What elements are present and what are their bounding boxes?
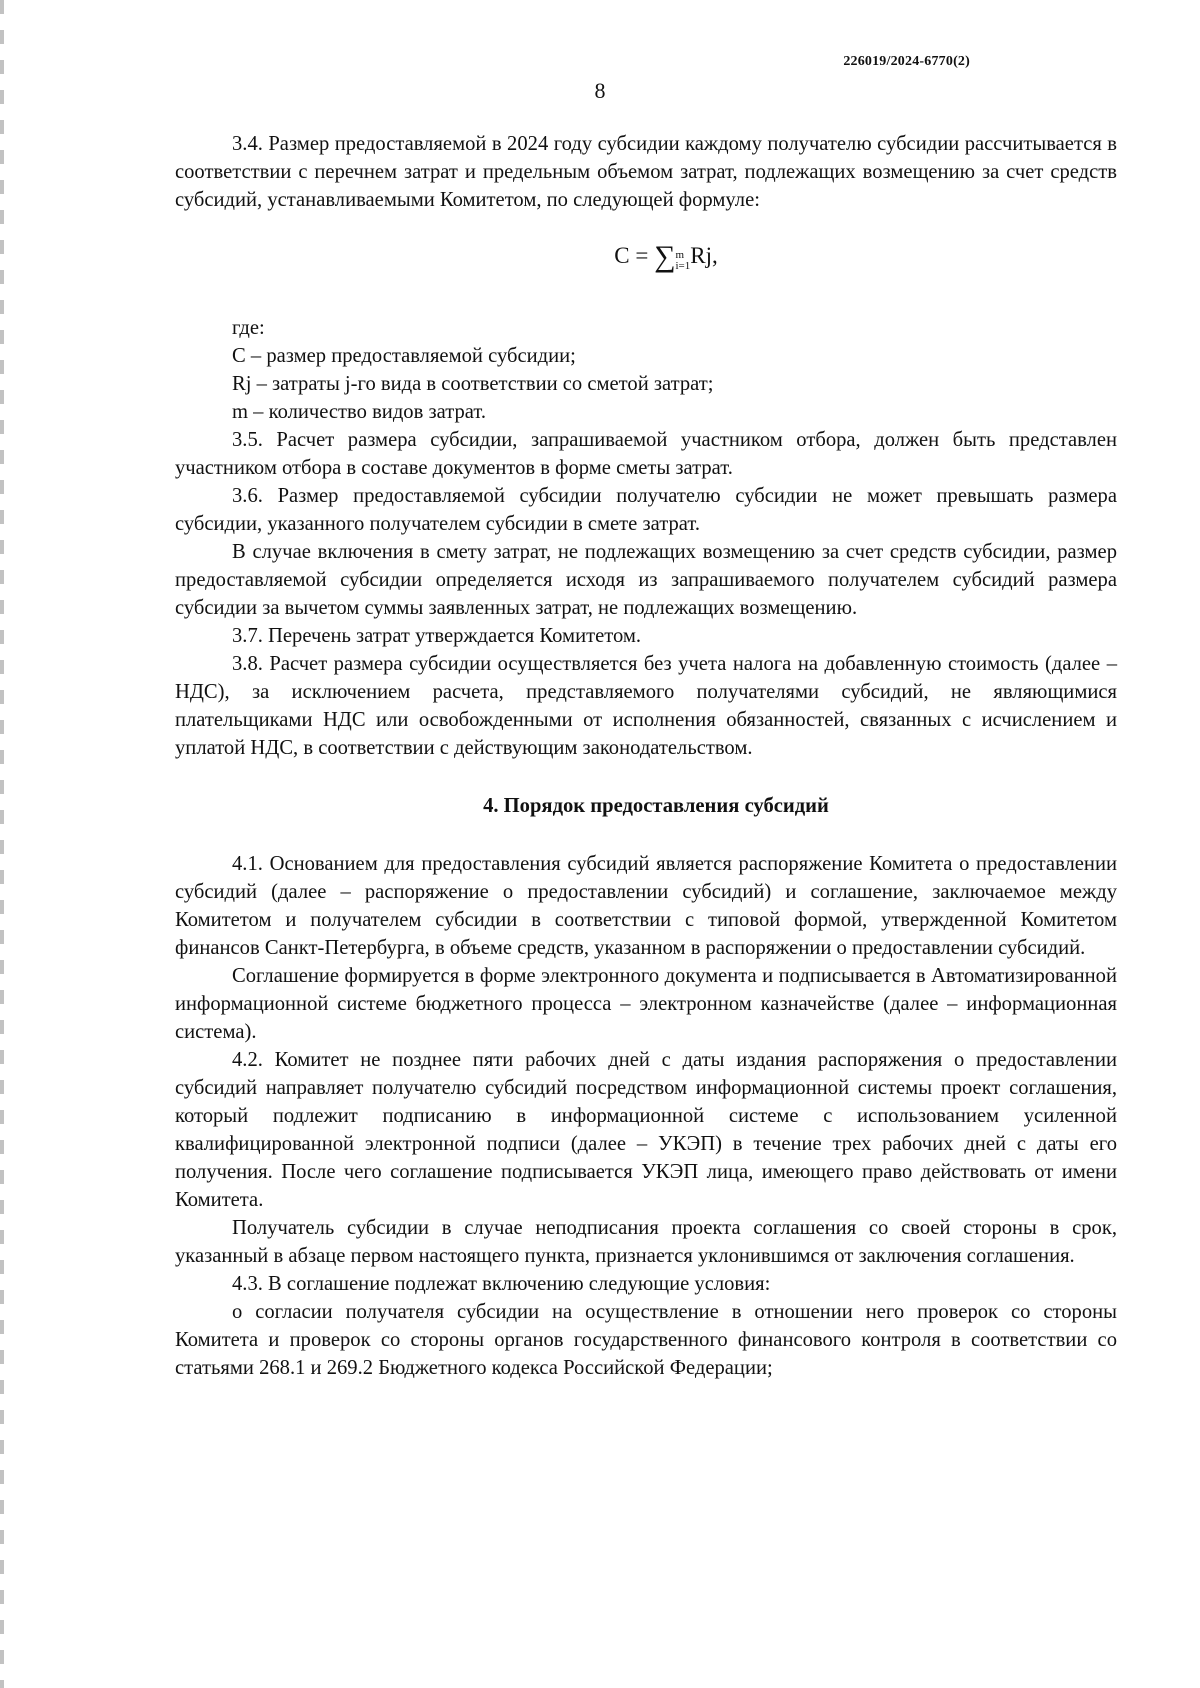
paragraph-3-5: 3.5. Расчет размера субсидии, запрашиваемой участником отбора, должен быть представлен участником отбора в составе документов в форме сметы затрат. xyxy=(175,429,1117,479)
formula-upper-limit: m xyxy=(675,249,685,261)
formula-limits xyxy=(675,250,690,272)
paragraph-3-4: 3.4. Размер предоставляемой в 2024 году субсидии каждому получателю субсидии рассчитывается в соответствии с перечнем затрат и предельным объемом затрат, подлежащих возмещению за счет средств субсидий, устанавливаемыми Комитетом, по следующей формуле: xyxy=(175,133,1117,211)
scan-edge xyxy=(0,0,4,1688)
paragraph-4-1: 4.1. Основанием для предоставления субсидий является распоряжение Комитета о предоставлении субсидий (далее – распоряжение о предоставлении субсидий) и соглашение, заключаемое между Комитетом и получателем субсидии в соответствии с типовой формой, утвержденной Комитетом финансов Санкт-Петербурга, в объеме средств, указанном в распоряжении о предоставлении субсидий. xyxy=(175,853,1117,959)
section-heading-4: 4. Порядок предоставления субсидий xyxy=(483,795,829,817)
page-number: 8 xyxy=(594,78,606,103)
document-id: 226019/2024-6770(2) xyxy=(843,54,970,69)
formula-rhs: Rj, xyxy=(690,243,718,268)
paragraph-3-7: 3.7. Перечень затрат утверждается Комитетом. xyxy=(232,625,642,647)
paragraph-4-2-continued: Получатель субсидии в случае неподписания проекта соглашения со своей стороны в срок, указанный в абзаце первом настоящего пункта, признается уклонившимся от заключения соглашения. xyxy=(175,1217,1117,1267)
paragraph-4-1-continued: Соглашение формируется в форме электронного документа и подписывается в Автоматизированной информационной системе бюджетного процесса – электронном казначействе (далее – информационная система). xyxy=(175,965,1117,1043)
paragraph-4-3: 4.3. В соглашение подлежат включению следующие условия: xyxy=(232,1273,771,1295)
paragraph-3-6: 3.6. Размер предоставляемой субсидии получателю субсидии не может превышать размера субсидии, указанного получателем субсидии в смете затрат. xyxy=(175,485,1117,535)
where-label: где: xyxy=(232,317,265,339)
definition-c: C – размер предоставляемой субсидии; xyxy=(232,345,576,367)
paragraph-3-6-continued: В случае включения в смету затрат, не подлежащих возмещению за счет средств субсидии, размер предоставляемой субсидии определяется исходя из запрашиваемого получателем субсидий размера субсидии за вычетом суммы заявленных затрат, не подлежащих возмещению. xyxy=(175,541,1117,619)
sigma-symbol: ∑ xyxy=(654,240,676,273)
paragraph-4-2: 4.2. Комитет не позднее пяти рабочих дней с даты издания распоряжения о предоставлении субсидий направляет получателю субсидий посредством информационной системы проект соглашения, который подлежит подписанию в информационной системе с использованием усиленной квалифицированной электронной подписи (далее – УКЭП) в течение трех рабочих дней с даты его получения. После чего соглашение подписывается УКЭП лица, имеющего право действовать от имени Комитета. xyxy=(175,1049,1117,1211)
formula-lower-limit: i=1 xyxy=(675,260,691,272)
paragraph-3-8: 3.8. Расчет размера субсидии осуществляется без учета налога на добавленную стоимость (далее – НДС), за исключением расчета, представляемого получателями субсидий, не являющимися плательщиками НДС или освобожденными от исполнения обязанностей, связанных с исчислением и уплатой НДС, в соответствии с действующим законодательством. xyxy=(175,653,1117,759)
paragraph-4-3-condition: о согласии получателя субсидии на осуществление в отношении него проверок со стороны Комитета и проверок со стороны органов государственного финансового контроля в соответствии со статьями 268.1 и 269.2 Бюджетного кодекса Российской Федерации; xyxy=(175,1301,1117,1379)
subsidy-formula xyxy=(175,236,1117,276)
definition-m: m – количество видов затрат. xyxy=(232,401,486,423)
formula-lhs: C = xyxy=(614,243,655,268)
document-body xyxy=(175,130,1117,1382)
definition-rj: Rj – затраты j-го вида в соответствии со сметой затрат; xyxy=(232,373,714,395)
